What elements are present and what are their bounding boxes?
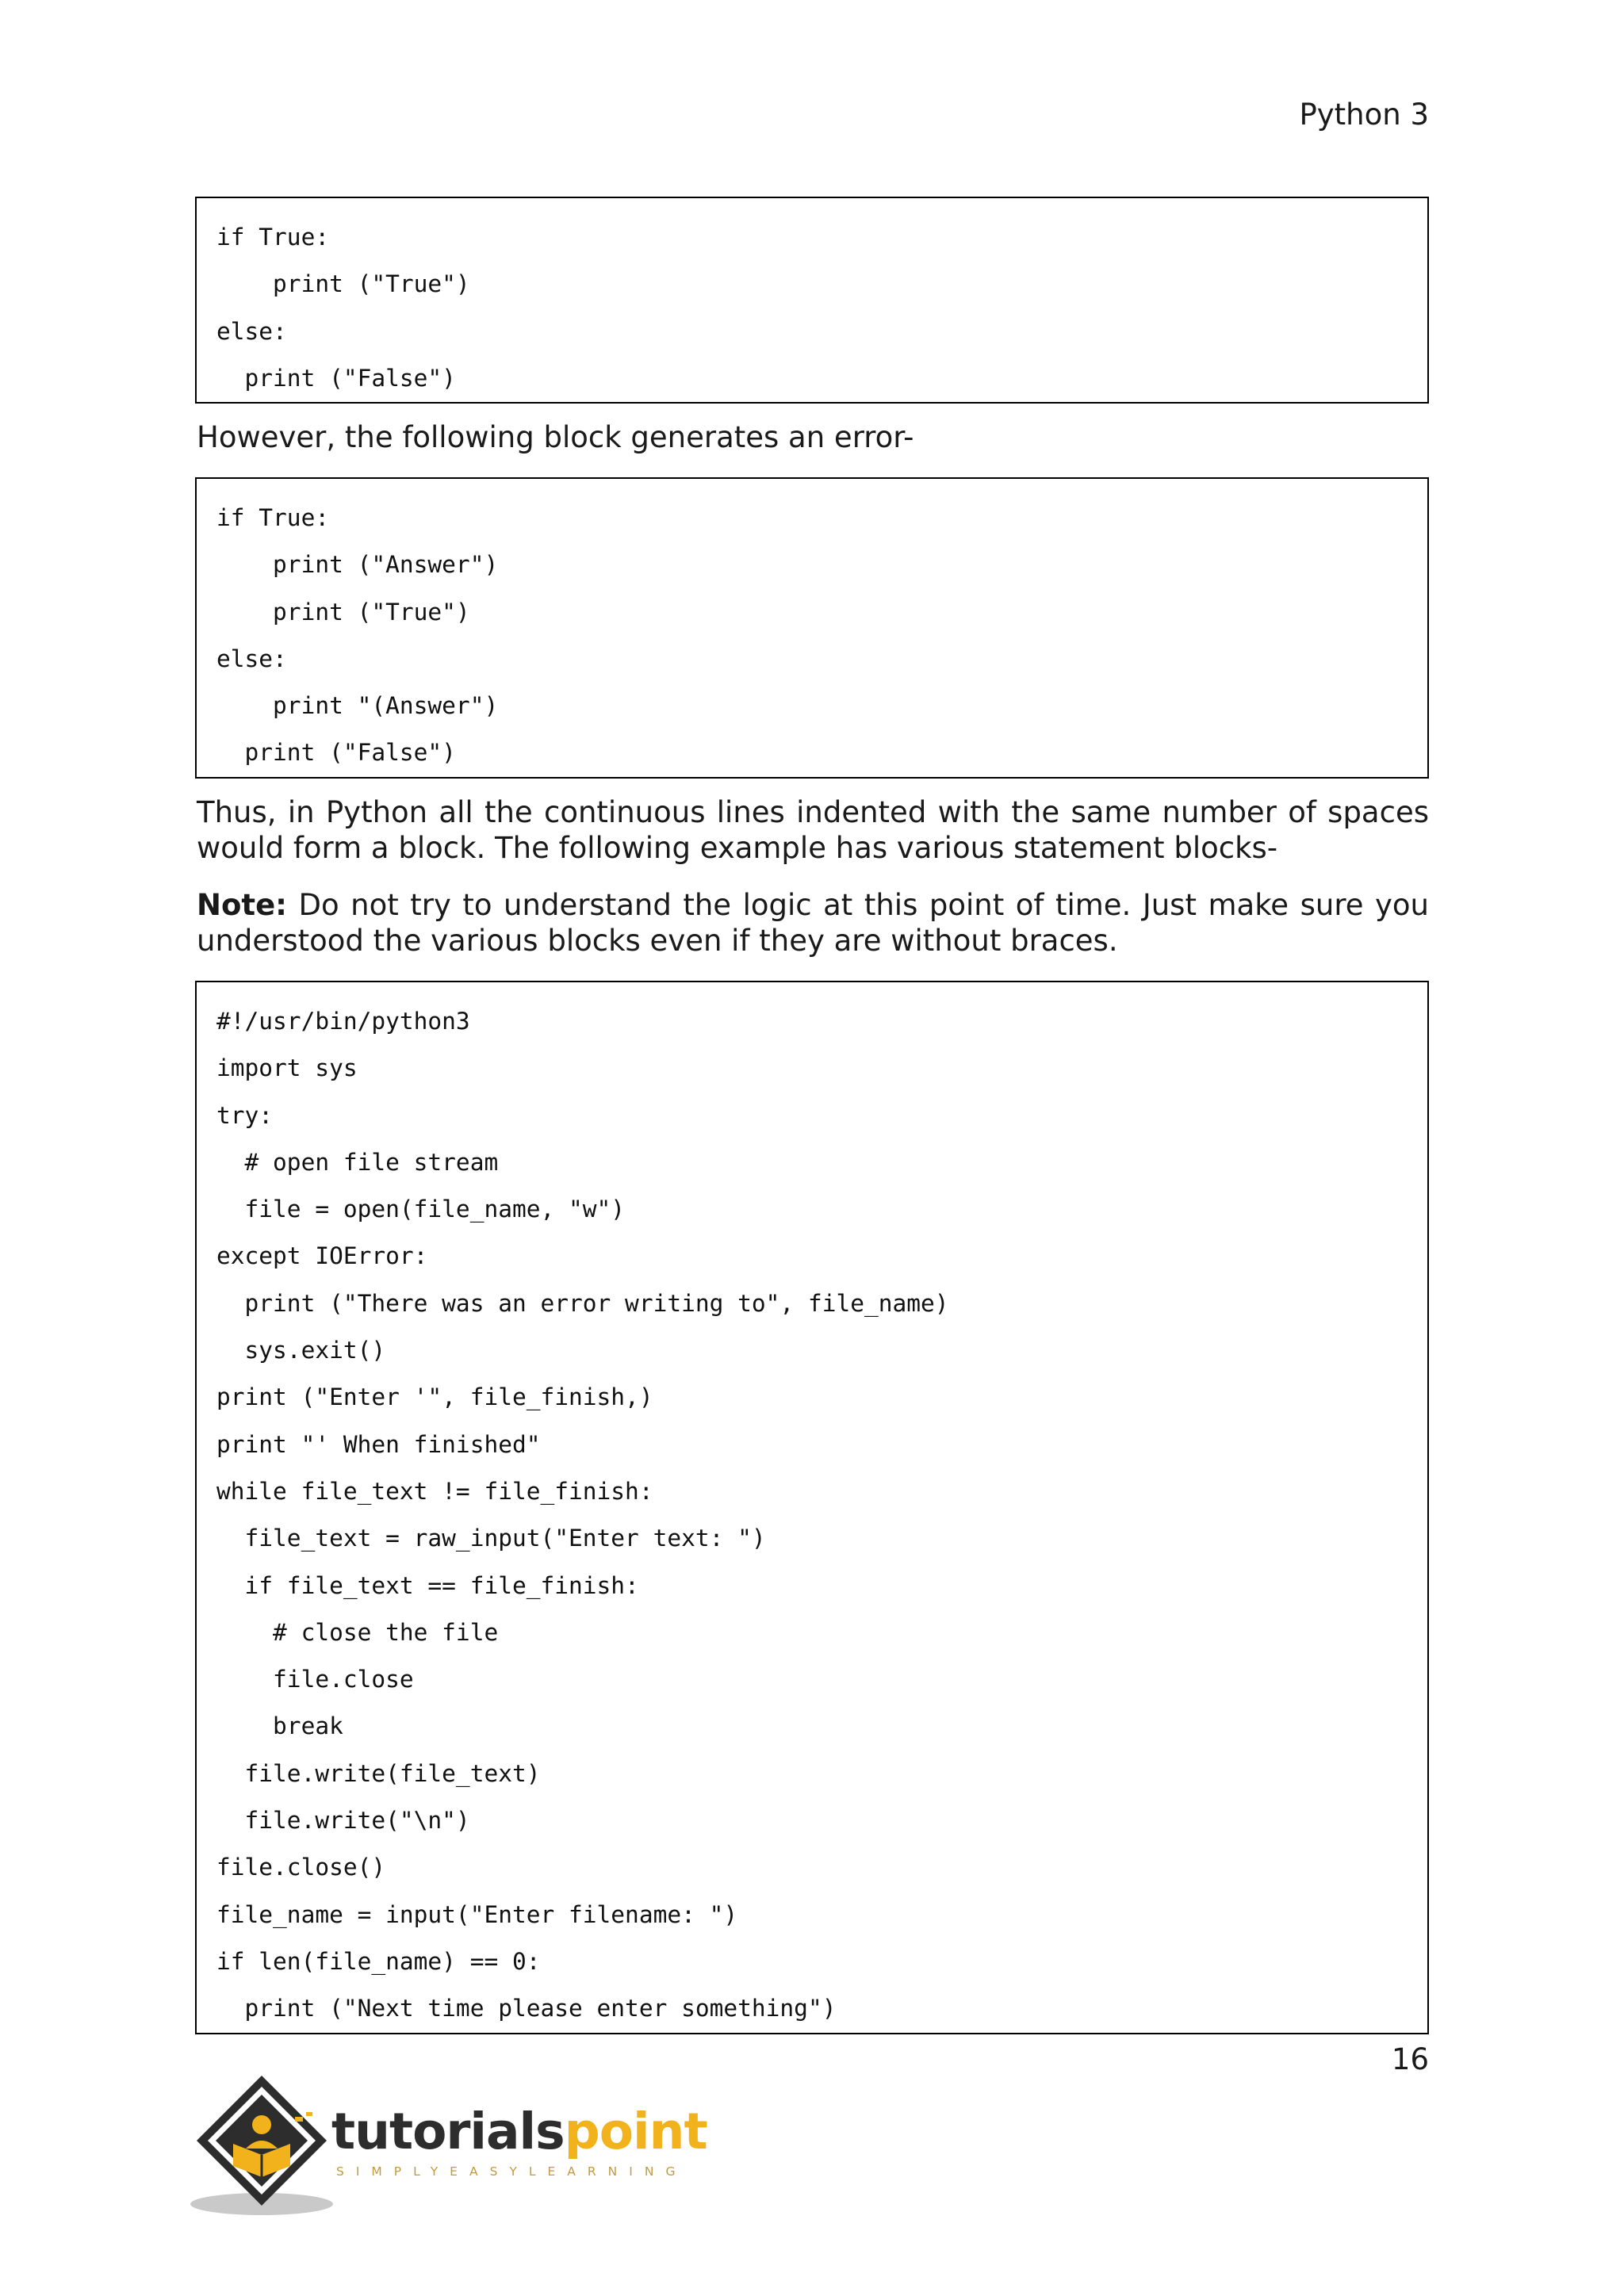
logo-brand-tutorials: tutorials: [331, 2103, 565, 2160]
code-line: print "(Answer"): [216, 692, 499, 720]
code-line: print ("Answer"): [216, 551, 499, 579]
note-label: Note:: [197, 888, 287, 922]
code-line: sys.exit(): [216, 1337, 386, 1364]
code-line: file = open(file_name, "w"): [216, 1196, 626, 1223]
code-line: try:: [216, 1101, 274, 1129]
logo-tagline: SIMPLYEASYLEARNING: [336, 2164, 688, 2179]
code-line: if True:: [216, 224, 330, 251]
code-line: print ("False"): [216, 739, 456, 767]
code-line: file_name = input("Enter filename: "): [216, 1900, 738, 1928]
code-line: import sys: [216, 1054, 358, 1082]
code-line: else:: [216, 645, 287, 672]
code-block-3: [195, 981, 1429, 2034]
code-line: while file_text != file_finish:: [216, 1477, 653, 1505]
code-line: print ("True"): [216, 270, 470, 298]
code-line: file_text = raw_input("Enter text: "): [216, 1525, 766, 1552]
code-block-1: [195, 197, 1429, 404]
code-line: if len(file_name) == 0:: [216, 1947, 541, 1975]
code-line: # close the file: [216, 1618, 499, 1646]
code-line: print ("Next time please enter something"): [216, 1995, 837, 2022]
code-line: file.write(file_text): [216, 1759, 541, 1787]
code-line: if file_text == file_finish:: [216, 1571, 639, 1599]
code-line: else:: [216, 317, 287, 345]
code-line: if True:: [216, 504, 330, 531]
page-number: 16: [1391, 2042, 1429, 2076]
note-paragraph: [197, 887, 1429, 959]
code-line: break: [216, 1712, 343, 1740]
code-line: #!/usr/bin/python3: [216, 1008, 470, 1035]
code-line: file.close: [216, 1666, 414, 1693]
code-block-2: [195, 477, 1429, 779]
note-text: Do not try to understand the logic at this point of time. Just make sure you understood the various blocks even if they are without braces.: [197, 888, 1429, 958]
code-line: # open file stream: [216, 1148, 499, 1176]
paragraph-blocks: Thus, in Python all the continuous lines indented with the same number of spaces would form a block. The following example has various statement blocks-: [197, 795, 1429, 865]
code-line: print ("Enter '", file_finish,): [216, 1383, 653, 1411]
page-header-title: Python 3: [1299, 98, 1429, 132]
code-line: print "' When finished": [216, 1430, 541, 1458]
logo-emblem-icon: [189, 2068, 335, 2218]
code-line: print ("False"): [216, 364, 456, 392]
code-line: except IOError:: [216, 1242, 428, 1270]
code-line: print ("There was an error writing to", file_name): [216, 1289, 949, 1317]
code-line: file.write("\n"): [216, 1807, 470, 1835]
code-line: file.close(): [216, 1854, 386, 1881]
tutorialspoint-logo: [189, 2068, 707, 2218]
paragraph-error-intro: However, the following block generates an error-: [197, 420, 914, 454]
code-line: print ("True"): [216, 598, 470, 626]
logo-brand-point: point: [564, 2103, 707, 2160]
